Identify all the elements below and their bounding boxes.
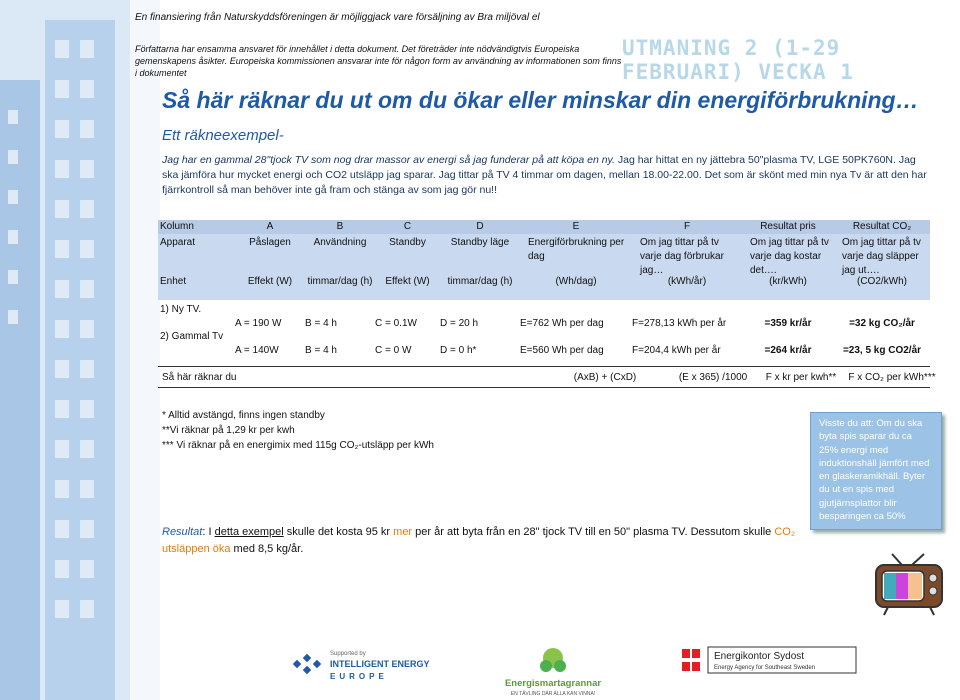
intelligent-energy-logo: [290, 645, 450, 685]
table-cell: Effekt (W): [385, 276, 430, 287]
table-cell: (E x 365) /1000: [678, 372, 748, 383]
energikontor-logo: [680, 645, 860, 675]
buildings-background: [0, 0, 160, 700]
result-part: : I: [202, 526, 215, 538]
table-cell: Resultat CO₂: [852, 221, 912, 232]
table-cell: 1) Ny TV.: [160, 304, 202, 315]
table-cell: B: [336, 221, 344, 232]
table-cell: F x kr per kwh**: [765, 372, 837, 383]
table-cell: (kr/kWh): [769, 276, 807, 287]
result-co2: CO₂ utsläppen öka: [162, 526, 796, 555]
table-cell: =32 kg CO₂/år: [849, 318, 915, 329]
table-cell: Om jag tittar på tv varje dag släpper jag ut….: [842, 237, 921, 276]
table-cell: Så här räknar du: [162, 372, 237, 383]
table-cell: F=204,4 kWh per år: [632, 345, 721, 356]
ek-tag: Energy Agency for Southeast Sweden: [714, 665, 816, 671]
energismartagrannar-logo: [498, 640, 608, 698]
table-cell: =23, 5 kg CO2/år: [842, 345, 922, 356]
es-tag: EN TÄVLING DÄR ALLA KAN VINNA!: [510, 691, 596, 697]
table-cell: F x CO₂ per kWh***: [848, 372, 936, 383]
funding-note: En finansiering från Naturskyddsföreningen är möjliggjack vare försäljning av Bra miljöval el: [135, 12, 540, 23]
table-cell: D = 0 h*: [440, 345, 477, 356]
table-cell: E=762 Wh per dag: [520, 318, 604, 329]
table-cell: (Wh/dag): [555, 276, 597, 287]
challenge-banner: UTMANING 2 (1-29 FEBRUARI) VECKA 1: [622, 36, 854, 84]
disclaimer: Författarna har ensamma ansvaret för innehållet i detta dokument. Det företräder inte nödvändigtvis Europeiska gemenskapens åsikter. Europeiska kommissionen ansvarar inte för någon form av användning av informationen som finns i dokumentet: [135, 44, 622, 78]
table-cell: Påslagen: [249, 237, 291, 248]
result-label: Resultat: [162, 526, 203, 538]
table-cell: B = 4 h: [305, 318, 337, 329]
table-cell: Kolumn: [160, 221, 194, 232]
table-cell: Apparat: [160, 237, 196, 248]
intro-text: [162, 153, 932, 198]
footnote: *** Vi räknar på en energimix med 115g CO₂-utsläpp per kWh: [162, 440, 434, 451]
result-mer: mer: [393, 526, 413, 538]
formula-row-border: [158, 366, 930, 388]
table-cell: Användning: [313, 237, 367, 248]
table-cell: Om jag tittar på tv varje dag förbrukar jag…: [640, 237, 724, 276]
result-part: skulle det kosta 95 kr: [283, 526, 394, 538]
footnotes: [162, 408, 434, 453]
table-cell: Energiförbrukning per dag: [528, 237, 625, 262]
table-cell: A: [266, 221, 274, 232]
table-cell: Resultat pris: [760, 221, 816, 232]
table-cell: F: [683, 221, 691, 232]
table-cell: timmar/dag (h): [307, 276, 373, 287]
table-cell: D = 20 h: [440, 318, 479, 329]
table-cell: Effekt (W): [247, 276, 293, 287]
table-cell: Standby: [389, 237, 426, 248]
result-underlined: detta exempel: [214, 526, 284, 538]
table-cell: Enhet: [160, 276, 187, 287]
page-title: Så här räknar du ut om du ökar eller minskar din energiförbrukning…: [162, 87, 919, 113]
table-cell: Om jag tittar på tv varje dag kostar det….: [750, 237, 829, 276]
table-cell: timmar/dag (h): [447, 276, 513, 287]
tip-box: Visste du att: Om du ska byta spis sparar du ca 25% energi med induktionshäll jämfört med en glaskeramikhäll. Byter du ut en spis med gjutjärnsplattor blir besparingen ca 50%: [810, 412, 942, 530]
result-part: med 8,5 kg/år.: [230, 543, 304, 555]
subtitle: Ett räkneexempel-: [162, 127, 284, 144]
table-cell: Standby läge: [450, 237, 510, 248]
table-cell: D: [476, 221, 484, 232]
table-cell: B = 4 h: [305, 345, 337, 356]
table-cell: =264 kr/år: [764, 345, 812, 356]
ek-name: Energikontor Sydost: [714, 651, 805, 662]
table-cell: E: [572, 221, 580, 232]
table-cell: C = 0.1W: [375, 318, 417, 329]
table-cell: (CO2/kWh): [857, 276, 907, 287]
table-cell: (kWh/år): [667, 276, 707, 287]
footnote: **Vi räknar på 1,29 kr per kwh: [162, 425, 295, 436]
intro-italic: Jag har en gammal 28"tjock TV som nog drar massor av energi så jag funderar på att köpa en ny.: [162, 154, 615, 166]
table-cell: =359 kr/år: [764, 318, 812, 329]
table-cell: E=560 Wh per dag: [520, 345, 604, 356]
result-part: per år att byta från en 28" tjock TV till en 50" plasma TV. Dessutom skulle: [412, 526, 775, 538]
table-cell: 2) Gammal Tv: [160, 331, 224, 342]
ie-supported: Supported by: [330, 651, 366, 657]
table-cell: A = 190 W: [235, 318, 282, 329]
table-cell: C: [403, 221, 412, 232]
result-text: [162, 524, 802, 558]
ie-name: INTELLIGENT ENERGY: [330, 659, 430, 669]
intro-rest: Jag har hittat en ny jättebra 50"plasma TV, LGE 50PK760N. Jag ska jämföra hur mycket energi och CO2 utsläpp jag sparar. Jag tittar på TV 4 timmar om dagen, mellan 18.00-22.00. Det som är skönt med min nya Tv är att den har fjärrkontroll så man behöver inte gå fram och stänga av som jag gör nu!!: [162, 154, 927, 196]
retro-tv-icon: [872, 553, 948, 617]
table-cell: A = 140W: [235, 345, 279, 356]
footnote: * Alltid avstängd, finns ingen standby: [162, 410, 325, 421]
table-cell: F=278,13 kWh per år: [632, 318, 727, 329]
es-name: Energismartagrannar: [504, 678, 602, 689]
table-cell: C = 0 W: [375, 345, 412, 356]
table-cell: (AxB) + (CxD): [573, 372, 637, 383]
ie-europe: EUROPE: [330, 672, 388, 681]
